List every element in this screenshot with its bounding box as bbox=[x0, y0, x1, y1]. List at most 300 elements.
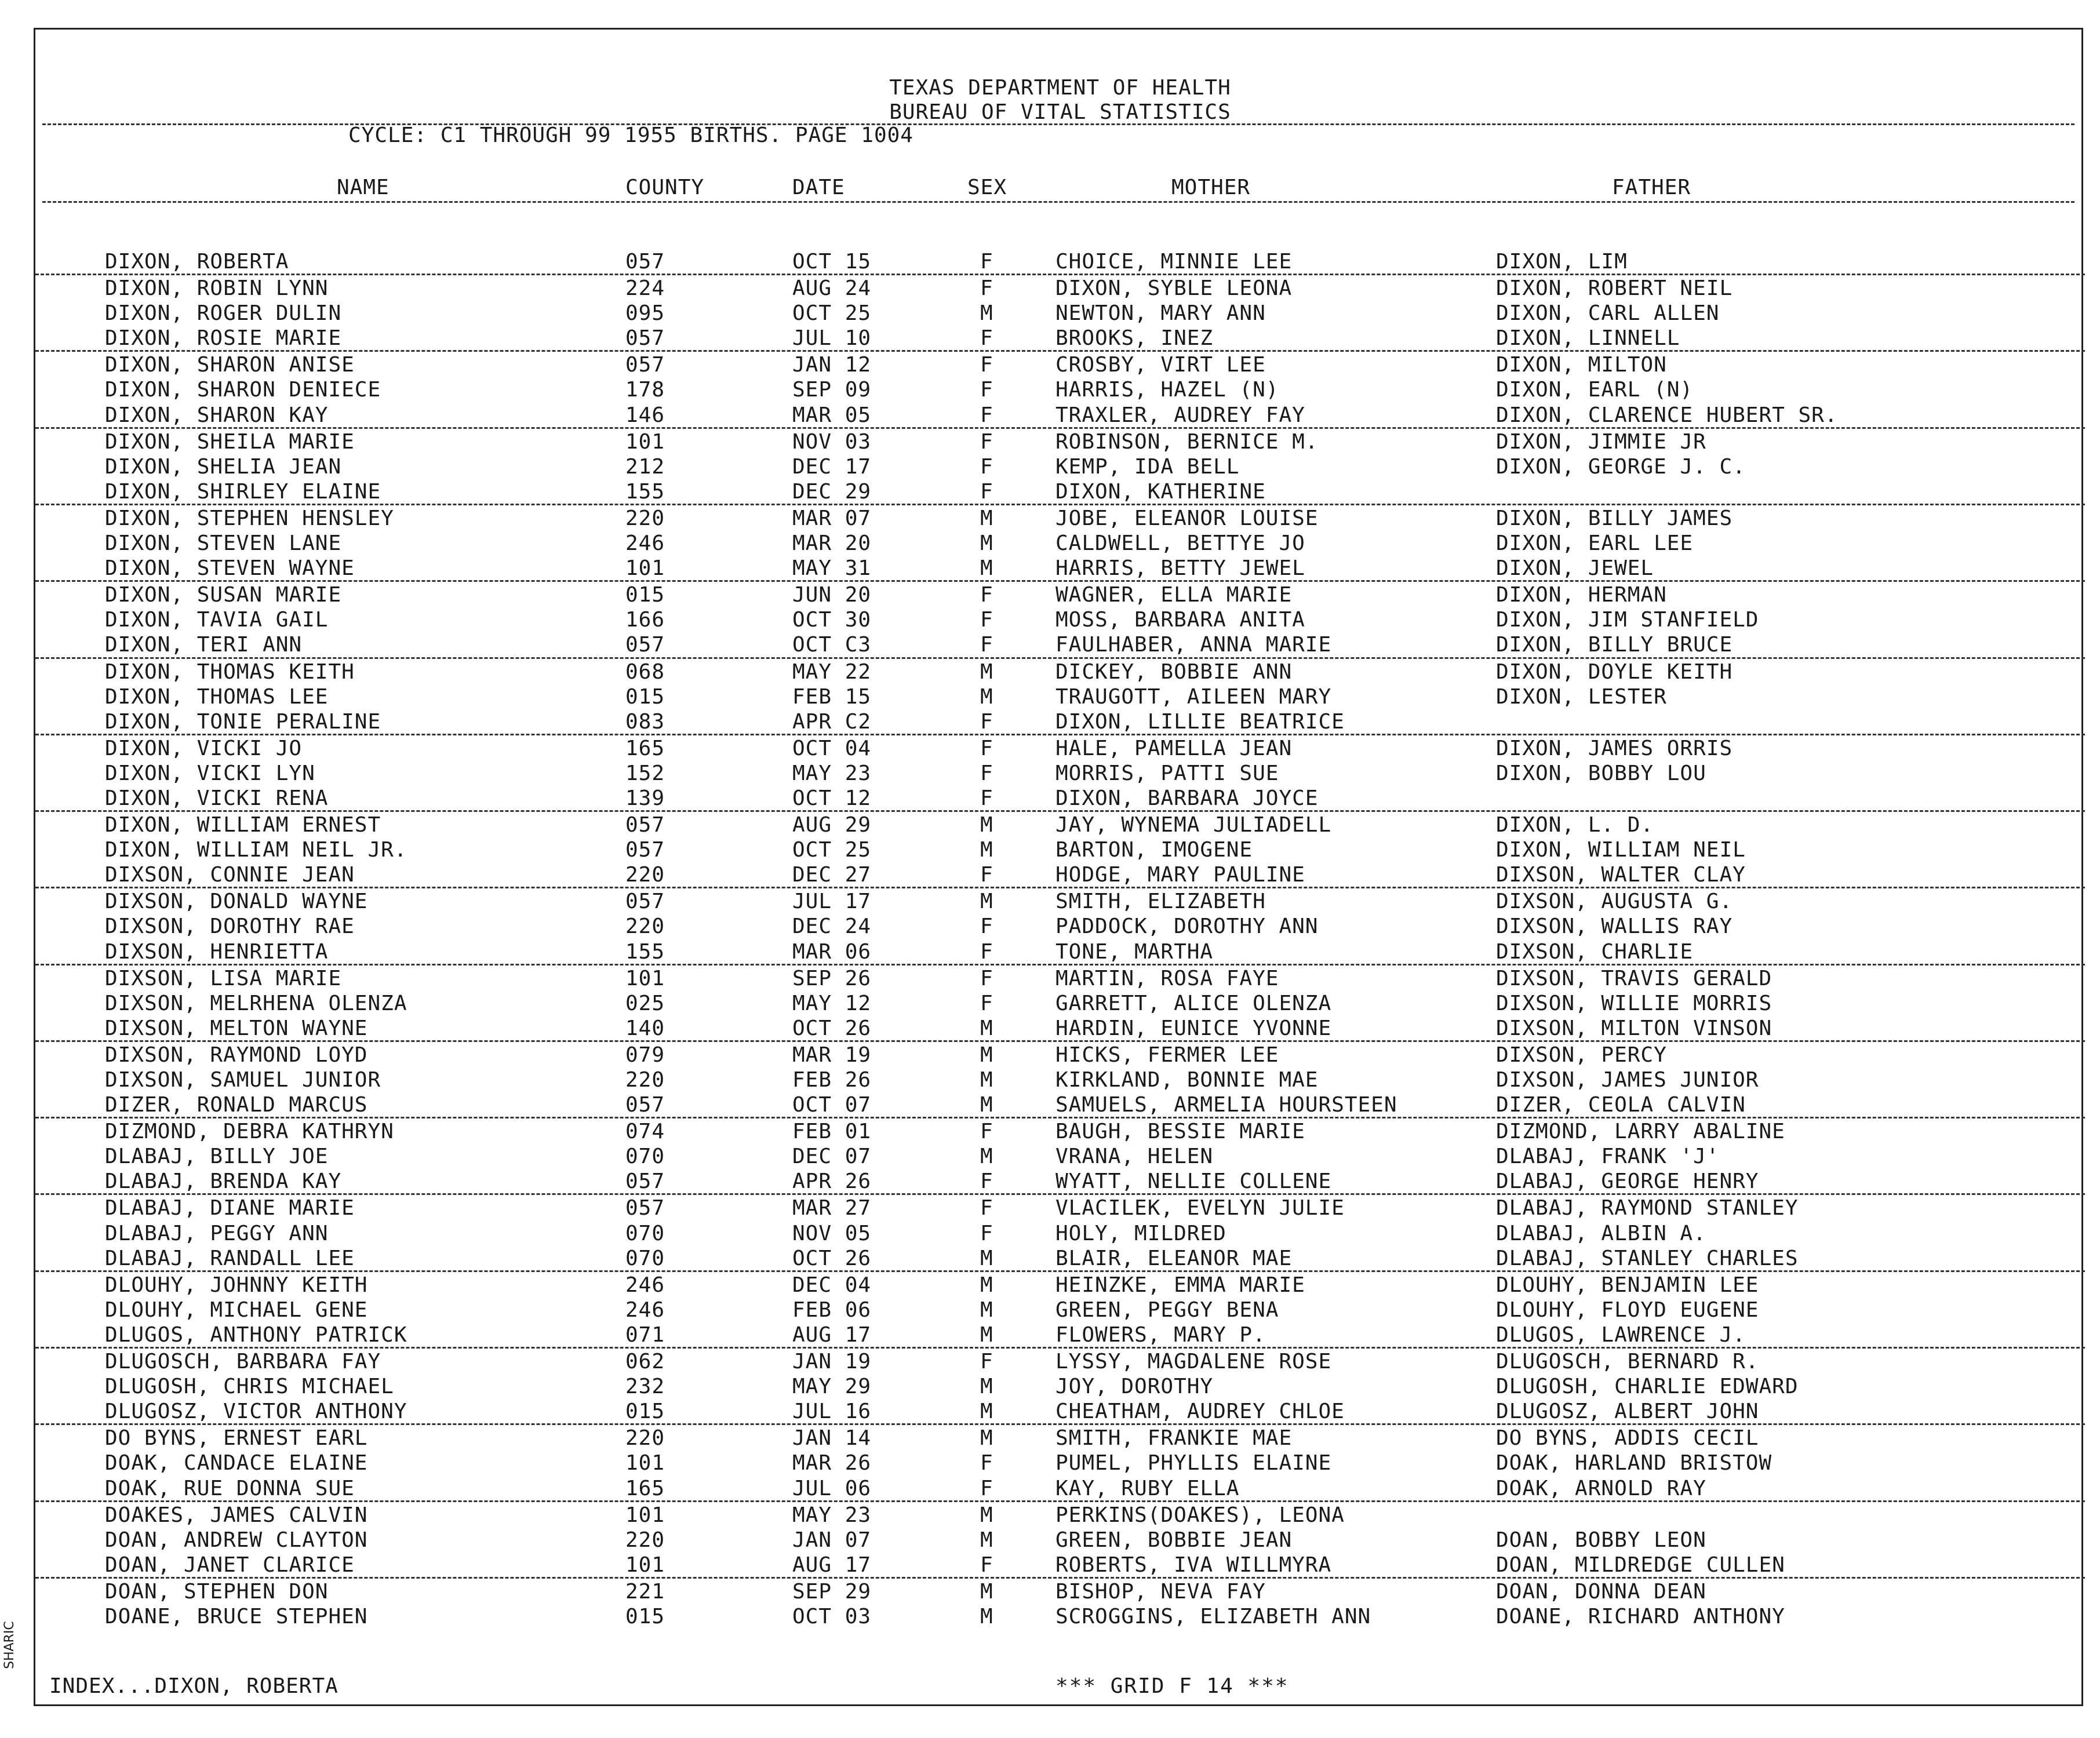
record-father: DOAN, DONNA DEAN bbox=[1496, 1579, 1706, 1604]
record-date: OCT 26 bbox=[792, 1246, 872, 1270]
record-mother: JOY, DOROTHY bbox=[1056, 1375, 1214, 1399]
record-county: 220 bbox=[625, 1426, 665, 1451]
record-name: DIXON, ROGER DULIN bbox=[105, 301, 342, 326]
record-county: 220 bbox=[625, 1068, 665, 1092]
record-father: DIXSON, WALLIS RAY bbox=[1496, 914, 1733, 939]
record-county: 015 bbox=[625, 1400, 665, 1424]
col-header-sex: SEX bbox=[967, 176, 1007, 199]
record-county: 140 bbox=[625, 1016, 665, 1040]
record-county: 057 bbox=[625, 353, 665, 377]
record-father: DOAN, MILDREDGE CULLEN bbox=[1496, 1553, 1785, 1577]
record-row bbox=[35, 709, 2085, 735]
record-mother: VRANA, HELEN bbox=[1056, 1145, 1214, 1169]
record-row bbox=[35, 530, 2085, 555]
record-name: DIXON, VICKI RENA bbox=[105, 786, 329, 810]
record-mother: MOSS, BARBARA ANITA bbox=[1056, 608, 1305, 632]
record-name: DLUGOS, ANTHONY PATRICK bbox=[105, 1322, 407, 1347]
record-row bbox=[35, 1425, 2085, 1450]
record-mother: VLACILEK, EVELYN JULIE bbox=[1056, 1196, 1345, 1220]
record-date: JUL 16 bbox=[792, 1400, 872, 1424]
col-header-date: DATE bbox=[792, 176, 845, 199]
record-mother: BAUGH, BESSIE MARIE bbox=[1056, 1120, 1305, 1144]
record-sex: F bbox=[980, 863, 993, 887]
record-date: APR 26 bbox=[792, 1169, 872, 1194]
record-county: 083 bbox=[625, 709, 665, 734]
record-mother: DIXON, BARBARA JOYCE bbox=[1056, 786, 1319, 810]
record-mother: HARRIS, BETTY JEWEL bbox=[1056, 556, 1305, 581]
record-date: MAY 22 bbox=[792, 660, 872, 684]
record-father: DIXSON, PERCY bbox=[1496, 1043, 1667, 1067]
record-father: DIXON, JIM STANFIELD bbox=[1496, 608, 1759, 632]
record-name: DOAK, CANDACE ELAINE bbox=[105, 1451, 368, 1475]
record-row bbox=[35, 505, 2085, 530]
record-sex: F bbox=[980, 326, 993, 351]
record-county: 095 bbox=[625, 301, 665, 326]
record-county: 015 bbox=[625, 1604, 665, 1628]
record-name: DIXON, SUSAN MARIE bbox=[105, 583, 342, 607]
record-row bbox=[35, 760, 2085, 785]
record-mother: PUMEL, PHYLLIS ELAINE bbox=[1056, 1451, 1332, 1475]
record-date: DEC 04 bbox=[792, 1273, 872, 1297]
record-name: DIXON, VICKI LYN bbox=[105, 761, 315, 785]
record-row bbox=[35, 862, 2085, 888]
record-row bbox=[35, 607, 2085, 632]
record-sex: F bbox=[980, 991, 993, 1015]
record-county: 101 bbox=[625, 1451, 665, 1475]
record-mother: PADDOCK, DOROTHY ANN bbox=[1056, 914, 1319, 939]
record-mother: TONE, MARTHA bbox=[1056, 939, 1214, 964]
record-name: DLABAJ, PEGGY ANN bbox=[105, 1221, 329, 1245]
record-mother: BLAIR, ELEANOR MAE bbox=[1056, 1246, 1293, 1270]
record-row bbox=[35, 735, 2085, 760]
record-row bbox=[35, 632, 2085, 658]
record-name: DLUGOSZ, VICTOR ANTHONY bbox=[105, 1400, 407, 1424]
record-row bbox=[35, 1245, 2085, 1272]
record-row bbox=[35, 1475, 2085, 1502]
record-row bbox=[35, 1067, 2085, 1092]
record-father: DLABAJ, ALBIN A. bbox=[1496, 1221, 1706, 1245]
record-father: DIXON, JIMMIE JR bbox=[1496, 429, 1706, 454]
record-date: OCT 30 bbox=[792, 608, 872, 632]
record-date: OCT 03 bbox=[792, 1604, 872, 1628]
record-date: SEP 29 bbox=[792, 1579, 872, 1604]
record-father: DIXSON, MILTON VINSON bbox=[1496, 1016, 1773, 1040]
record-name: DOAKES, JAMES CALVIN bbox=[105, 1503, 368, 1527]
record-mother: TRAXLER, AUDREY FAY bbox=[1056, 403, 1305, 427]
record-row bbox=[35, 659, 2085, 684]
record-father: DLOUHY, BENJAMIN LEE bbox=[1496, 1273, 1759, 1297]
record-father: DLUGOS, LAWRENCE J. bbox=[1496, 1322, 1746, 1347]
record-mother: KIRKLAND, BONNIE MAE bbox=[1056, 1068, 1319, 1092]
record-county: 025 bbox=[625, 991, 665, 1015]
record-name: DIXON, SHARON ANISE bbox=[105, 353, 355, 377]
record-sex: F bbox=[980, 583, 993, 607]
record-row bbox=[35, 1297, 2085, 1322]
record-name: DLABAJ, DIANE MARIE bbox=[105, 1196, 355, 1220]
record-father: DIXON, JEWEL bbox=[1496, 556, 1654, 581]
record-county: 155 bbox=[625, 479, 665, 504]
record-sex: F bbox=[980, 914, 993, 939]
record-date: MAR 27 bbox=[792, 1196, 872, 1220]
record-row bbox=[35, 429, 2085, 454]
record-name: DIXON, SHEILA MARIE bbox=[105, 429, 355, 454]
record-father: DIXON, HERMAN bbox=[1496, 583, 1667, 607]
record-sex: M bbox=[980, 838, 993, 862]
record-county: 015 bbox=[625, 684, 665, 709]
record-name: DLOUHY, JOHNNY KEITH bbox=[105, 1273, 368, 1297]
record-father: DLABAJ, FRANK 'J' bbox=[1496, 1145, 1720, 1169]
record-county: 232 bbox=[625, 1375, 665, 1399]
record-mother: BARTON, IMOGENE bbox=[1056, 838, 1253, 862]
record-county: 101 bbox=[625, 556, 665, 581]
record-county: 165 bbox=[625, 736, 665, 760]
record-county: 178 bbox=[625, 378, 665, 402]
records-list bbox=[35, 249, 2085, 1628]
record-father: DIZER, CEOLA CALVIN bbox=[1496, 1093, 1746, 1117]
record-sex: M bbox=[980, 813, 993, 837]
record-name: DOAN, ANDREW CLAYTON bbox=[105, 1528, 368, 1552]
record-sex: F bbox=[980, 1553, 993, 1577]
record-mother: MARTIN, ROSA FAYE bbox=[1056, 966, 1279, 990]
record-row bbox=[35, 1373, 2085, 1398]
record-row bbox=[35, 1398, 2085, 1425]
record-row bbox=[35, 939, 2085, 965]
record-date: MAY 23 bbox=[792, 1503, 872, 1527]
record-county: 068 bbox=[625, 660, 665, 684]
record-name: DO BYNS, ERNEST EARL bbox=[105, 1426, 368, 1451]
record-sex: F bbox=[980, 966, 993, 990]
record-county: 246 bbox=[625, 1273, 665, 1297]
record-county: 152 bbox=[625, 761, 665, 785]
record-date: MAR 19 bbox=[792, 1043, 872, 1067]
record-row bbox=[35, 812, 2085, 837]
record-father: DIXON, JAMES ORRIS bbox=[1496, 736, 1733, 760]
record-sex: F bbox=[980, 403, 993, 427]
record-county: 070 bbox=[625, 1221, 665, 1245]
record-county: 155 bbox=[625, 939, 665, 964]
record-date: SEP 09 bbox=[792, 378, 872, 402]
record-county: 101 bbox=[625, 1553, 665, 1577]
bureau-title: BUREAU OF VITAL STATISTICS bbox=[889, 100, 1231, 124]
record-sex: F bbox=[980, 454, 993, 479]
record-father: DIXON, LINNELL bbox=[1496, 326, 1680, 351]
record-name: DOAK, RUE DONNA SUE bbox=[105, 1476, 355, 1500]
record-mother: PERKINS(DOAKES), LEONA bbox=[1056, 1503, 1345, 1527]
record-county: 101 bbox=[625, 1503, 665, 1527]
record-sex: M bbox=[980, 1322, 993, 1347]
cycle-line: CYCLE: C1 THROUGH 99 1955 BIRTHS. PAGE 1004 bbox=[348, 123, 913, 147]
record-mother: SMITH, FRANKIE MAE bbox=[1056, 1426, 1293, 1451]
record-sex: F bbox=[980, 1196, 993, 1220]
record-date: DEC 27 bbox=[792, 863, 872, 887]
record-row bbox=[35, 249, 2085, 275]
record-mother: SAMUELS, ARMELIA HOURSTEEN bbox=[1056, 1093, 1397, 1117]
record-mother: CHEATHAM, AUDREY CHLOE bbox=[1056, 1400, 1345, 1424]
record-mother: JOBE, ELEANOR LOUISE bbox=[1056, 506, 1319, 530]
record-name: DIXSON, LISA MARIE bbox=[105, 966, 342, 990]
index-label: INDEX...DIXON, ROBERTA bbox=[49, 1674, 339, 1698]
record-mother: GREEN, BOBBIE JEAN bbox=[1056, 1528, 1293, 1552]
record-father: DIXSON, WILLIE MORRIS bbox=[1496, 991, 1773, 1015]
record-sex: F bbox=[980, 1169, 993, 1194]
record-sex: M bbox=[980, 1400, 993, 1424]
record-county: 220 bbox=[625, 1528, 665, 1552]
side-label: SHARIC bbox=[2, 1621, 17, 1669]
record-name: DIXON, SHELIA JEAN bbox=[105, 454, 342, 479]
record-county: 224 bbox=[625, 276, 665, 301]
record-father: DIXON, MILTON bbox=[1496, 353, 1667, 377]
record-mother: HALE, PAMELLA JEAN bbox=[1056, 736, 1293, 760]
record-name: DIXON, VICKI JO bbox=[105, 736, 303, 760]
record-sex: M bbox=[980, 1579, 993, 1604]
record-father: DOAN, BOBBY LEON bbox=[1496, 1528, 1706, 1552]
record-father: DLUGOSH, CHARLIE EDWARD bbox=[1496, 1375, 1799, 1399]
record-row bbox=[35, 1168, 2085, 1195]
grid-label: *** GRID F 14 *** bbox=[1056, 1674, 1289, 1698]
col-header-mother: MOTHER bbox=[1171, 176, 1251, 199]
record-name: DLOUHY, MICHAEL GENE bbox=[105, 1298, 368, 1322]
record-row bbox=[35, 1272, 2085, 1297]
record-father: DLUGOSCH, BERNARD R. bbox=[1496, 1350, 1759, 1374]
record-county: 015 bbox=[625, 583, 665, 607]
record-mother: CHOICE, MINNIE LEE bbox=[1056, 250, 1293, 274]
record-mother: KAY, RUBY ELLA bbox=[1056, 1476, 1240, 1500]
record-name: DIXSON, MELRHENA OLENZA bbox=[105, 991, 407, 1015]
record-date: MAR 06 bbox=[792, 939, 872, 964]
record-mother: NEWTON, MARY ANN bbox=[1056, 301, 1266, 326]
record-sex: M bbox=[980, 1093, 993, 1117]
record-row bbox=[35, 300, 2085, 325]
record-county: 139 bbox=[625, 786, 665, 810]
record-row bbox=[35, 352, 2085, 377]
record-county: 146 bbox=[625, 403, 665, 427]
record-father: DIXON, CLARENCE HUBERT SR. bbox=[1496, 403, 1838, 427]
record-date: MAR 20 bbox=[792, 531, 872, 556]
record-father: DIXON, LESTER bbox=[1496, 684, 1667, 709]
record-mother: CROSBY, VIRT LEE bbox=[1056, 353, 1266, 377]
record-mother: DIXON, SYBLE LEONA bbox=[1056, 276, 1293, 301]
record-mother: LYSSY, MAGDALENE ROSE bbox=[1056, 1350, 1332, 1374]
record-county: 057 bbox=[625, 1169, 665, 1194]
record-row bbox=[35, 555, 2085, 582]
record-sex: F bbox=[980, 786, 993, 810]
record-date: NOV 05 bbox=[792, 1221, 872, 1245]
record-mother: DIXON, KATHERINE bbox=[1056, 479, 1266, 504]
record-father: DIXON, L. D. bbox=[1496, 813, 1654, 837]
record-father: DIXON, DOYLE KEITH bbox=[1496, 660, 1733, 684]
record-county: 212 bbox=[625, 454, 665, 479]
record-mother: GREEN, PEGGY BENA bbox=[1056, 1298, 1279, 1322]
col-header-county: COUNTY bbox=[625, 176, 705, 199]
record-name: DIXON, ROBIN LYNN bbox=[105, 276, 329, 301]
col-header-father: FATHER bbox=[1612, 176, 1691, 199]
record-sex: F bbox=[980, 353, 993, 377]
record-date: FEB 15 bbox=[792, 684, 872, 709]
record-date: APR C2 bbox=[792, 709, 872, 734]
record-date: SEP 26 bbox=[792, 966, 872, 990]
record-row bbox=[35, 275, 2085, 300]
record-mother: ROBERTS, IVA WILLMYRA bbox=[1056, 1553, 1332, 1577]
record-county: 062 bbox=[625, 1350, 665, 1374]
record-father: DIXON, WILLIAM NEIL bbox=[1496, 838, 1746, 862]
record-name: DIXSON, DONALD WAYNE bbox=[105, 890, 368, 914]
record-mother: GARRETT, ALICE OLENZA bbox=[1056, 991, 1332, 1015]
record-sex: M bbox=[980, 1273, 993, 1297]
record-row bbox=[35, 888, 2085, 913]
record-row bbox=[35, 479, 2085, 505]
record-sex: F bbox=[980, 939, 993, 964]
record-date: OCT C3 bbox=[792, 633, 872, 657]
record-county: 246 bbox=[625, 1298, 665, 1322]
record-date: FEB 06 bbox=[792, 1298, 872, 1322]
record-father: DLOUHY, FLOYD EUGENE bbox=[1496, 1298, 1759, 1322]
record-county: 057 bbox=[625, 1093, 665, 1117]
record-row bbox=[35, 377, 2085, 402]
record-name: DIXSON, SAMUEL JUNIOR bbox=[105, 1068, 381, 1092]
record-row bbox=[35, 1015, 2085, 1042]
record-father: DIXON, BOBBY LOU bbox=[1496, 761, 1706, 785]
record-date: FEB 26 bbox=[792, 1068, 872, 1092]
record-county: 057 bbox=[625, 813, 665, 837]
record-sex: M bbox=[980, 1298, 993, 1322]
record-sex: M bbox=[980, 660, 993, 684]
record-father: DIXSON, CHARLIE bbox=[1496, 939, 1694, 964]
record-sex: F bbox=[980, 479, 993, 504]
record-name: DIXON, ROSIE MARIE bbox=[105, 326, 342, 351]
column-header-divider bbox=[42, 201, 2074, 203]
record-sex: M bbox=[980, 1145, 993, 1169]
record-sex: M bbox=[980, 301, 993, 326]
record-county: 074 bbox=[625, 1120, 665, 1144]
record-father: DIZMOND, LARRY ABALINE bbox=[1496, 1120, 1785, 1144]
record-sex: M bbox=[980, 506, 993, 530]
record-name: DOAN, STEPHEN DON bbox=[105, 1579, 329, 1604]
record-sex: M bbox=[980, 1426, 993, 1451]
record-date: JUN 20 bbox=[792, 583, 872, 607]
record-date: MAR 26 bbox=[792, 1451, 872, 1475]
record-date: MAY 29 bbox=[792, 1375, 872, 1399]
record-father: DO BYNS, ADDIS CECIL bbox=[1496, 1426, 1759, 1451]
record-county: 220 bbox=[625, 863, 665, 887]
record-name: DIXSON, MELTON WAYNE bbox=[105, 1016, 368, 1040]
record-row bbox=[35, 1118, 2085, 1143]
record-name: DIZMOND, DEBRA KATHRYN bbox=[105, 1120, 394, 1144]
record-name: DIXON, SHIRLEY ELAINE bbox=[105, 479, 381, 504]
record-father: DIXSON, TRAVIS GERALD bbox=[1496, 966, 1773, 990]
record-sex: M bbox=[980, 1016, 993, 1040]
record-sex: M bbox=[980, 1528, 993, 1552]
record-father: DIXON, EARL (N) bbox=[1496, 378, 1694, 402]
record-mother: WYATT, NELLIE COLLENE bbox=[1056, 1169, 1332, 1194]
record-row bbox=[35, 913, 2085, 938]
record-mother: HODGE, MARY PAULINE bbox=[1056, 863, 1305, 887]
record-name: DIXON, TERI ANN bbox=[105, 633, 303, 657]
record-father: DOAK, HARLAND BRISTOW bbox=[1496, 1451, 1773, 1475]
record-mother: DIXON, LILLIE BEATRICE bbox=[1056, 709, 1345, 734]
record-row bbox=[35, 1502, 2085, 1527]
record-sex: M bbox=[980, 1375, 993, 1399]
record-row bbox=[35, 582, 2085, 607]
record-county: 101 bbox=[625, 429, 665, 454]
record-name: DIXON, STEVEN WAYNE bbox=[105, 556, 355, 581]
record-sex: F bbox=[980, 429, 993, 454]
record-name: DIXSON, RAYMOND LOYD bbox=[105, 1043, 368, 1067]
header-divider bbox=[42, 123, 2074, 125]
record-row bbox=[35, 1195, 2085, 1220]
record-name: DIXON, SHARON DENIECE bbox=[105, 378, 381, 402]
record-name: DIXON, SHARON KAY bbox=[105, 403, 329, 427]
record-mother: JAY, WYNEMA JULIADELL bbox=[1056, 813, 1332, 837]
record-sex: F bbox=[980, 736, 993, 760]
record-mother: WAGNER, ELLA MARIE bbox=[1056, 583, 1293, 607]
record-father: DIXSON, JAMES JUNIOR bbox=[1496, 1068, 1759, 1092]
record-father: DIXON, BILLY BRUCE bbox=[1496, 633, 1733, 657]
record-father: DIXON, EARL LEE bbox=[1496, 531, 1694, 556]
record-row bbox=[35, 837, 2085, 862]
record-county: 165 bbox=[625, 1476, 665, 1500]
record-father: DLABAJ, STANLEY CHARLES bbox=[1496, 1246, 1799, 1270]
record-name: DIXSON, HENRIETTA bbox=[105, 939, 329, 964]
record-name: DOAN, JANET CLARICE bbox=[105, 1553, 355, 1577]
record-county: 220 bbox=[625, 914, 665, 939]
record-father: DIXON, ROBERT NEIL bbox=[1496, 276, 1733, 301]
record-date: MAR 05 bbox=[792, 403, 872, 427]
record-name: DIZER, RONALD MARCUS bbox=[105, 1093, 368, 1117]
record-mother: DICKEY, BOBBIE ANN bbox=[1056, 660, 1293, 684]
record-date: JUL 10 bbox=[792, 326, 872, 351]
record-row bbox=[35, 1552, 2085, 1579]
record-father: DIXON, BILLY JAMES bbox=[1496, 506, 1733, 530]
record-row bbox=[35, 1579, 2085, 1604]
record-name: DIXSON, DOROTHY RAE bbox=[105, 914, 355, 939]
record-sex: M bbox=[980, 531, 993, 556]
record-mother: SMITH, ELIZABETH bbox=[1056, 890, 1266, 914]
record-name: DIXON, WILLIAM ERNEST bbox=[105, 813, 381, 837]
record-sex: F bbox=[980, 608, 993, 632]
record-father: DIXON, GEORGE J. C. bbox=[1496, 454, 1746, 479]
ledger-sheet bbox=[34, 28, 2083, 1706]
record-mother: ROBINSON, BERNICE M. bbox=[1056, 429, 1319, 454]
record-sex: F bbox=[980, 633, 993, 657]
record-date: DEC 17 bbox=[792, 454, 872, 479]
record-mother: HARDIN, EUNICE YVONNE bbox=[1056, 1016, 1332, 1040]
record-row bbox=[35, 1092, 2085, 1118]
agency-title: TEXAS DEPARTMENT OF HEALTH bbox=[889, 76, 1231, 100]
record-name: DLUGOSCH, BARBARA FAY bbox=[105, 1350, 381, 1374]
record-father: DIXSON, AUGUSTA G. bbox=[1496, 890, 1733, 914]
record-sex: F bbox=[980, 709, 993, 734]
record-date: DEC 07 bbox=[792, 1145, 872, 1169]
record-county: 101 bbox=[625, 966, 665, 990]
record-name: DLABAJ, BRENDA KAY bbox=[105, 1169, 342, 1194]
record-row bbox=[35, 1220, 2085, 1245]
record-sex: M bbox=[980, 1246, 993, 1270]
record-sex: F bbox=[980, 1221, 993, 1245]
record-sex: F bbox=[980, 1120, 993, 1144]
record-mother: KEMP, IDA BELL bbox=[1056, 454, 1240, 479]
record-date: DEC 24 bbox=[792, 914, 872, 939]
record-county: 070 bbox=[625, 1145, 665, 1169]
record-sex: M bbox=[980, 1043, 993, 1067]
record-mother: FLOWERS, MARY P. bbox=[1056, 1322, 1266, 1347]
record-mother: MORRIS, PATTI SUE bbox=[1056, 761, 1279, 785]
record-row bbox=[35, 965, 2085, 990]
record-sex: F bbox=[980, 1476, 993, 1500]
record-row bbox=[35, 1604, 2085, 1628]
record-mother: SCROGGINS, ELIZABETH ANN bbox=[1056, 1604, 1371, 1628]
record-county: 166 bbox=[625, 608, 665, 632]
record-sex: M bbox=[980, 556, 993, 581]
